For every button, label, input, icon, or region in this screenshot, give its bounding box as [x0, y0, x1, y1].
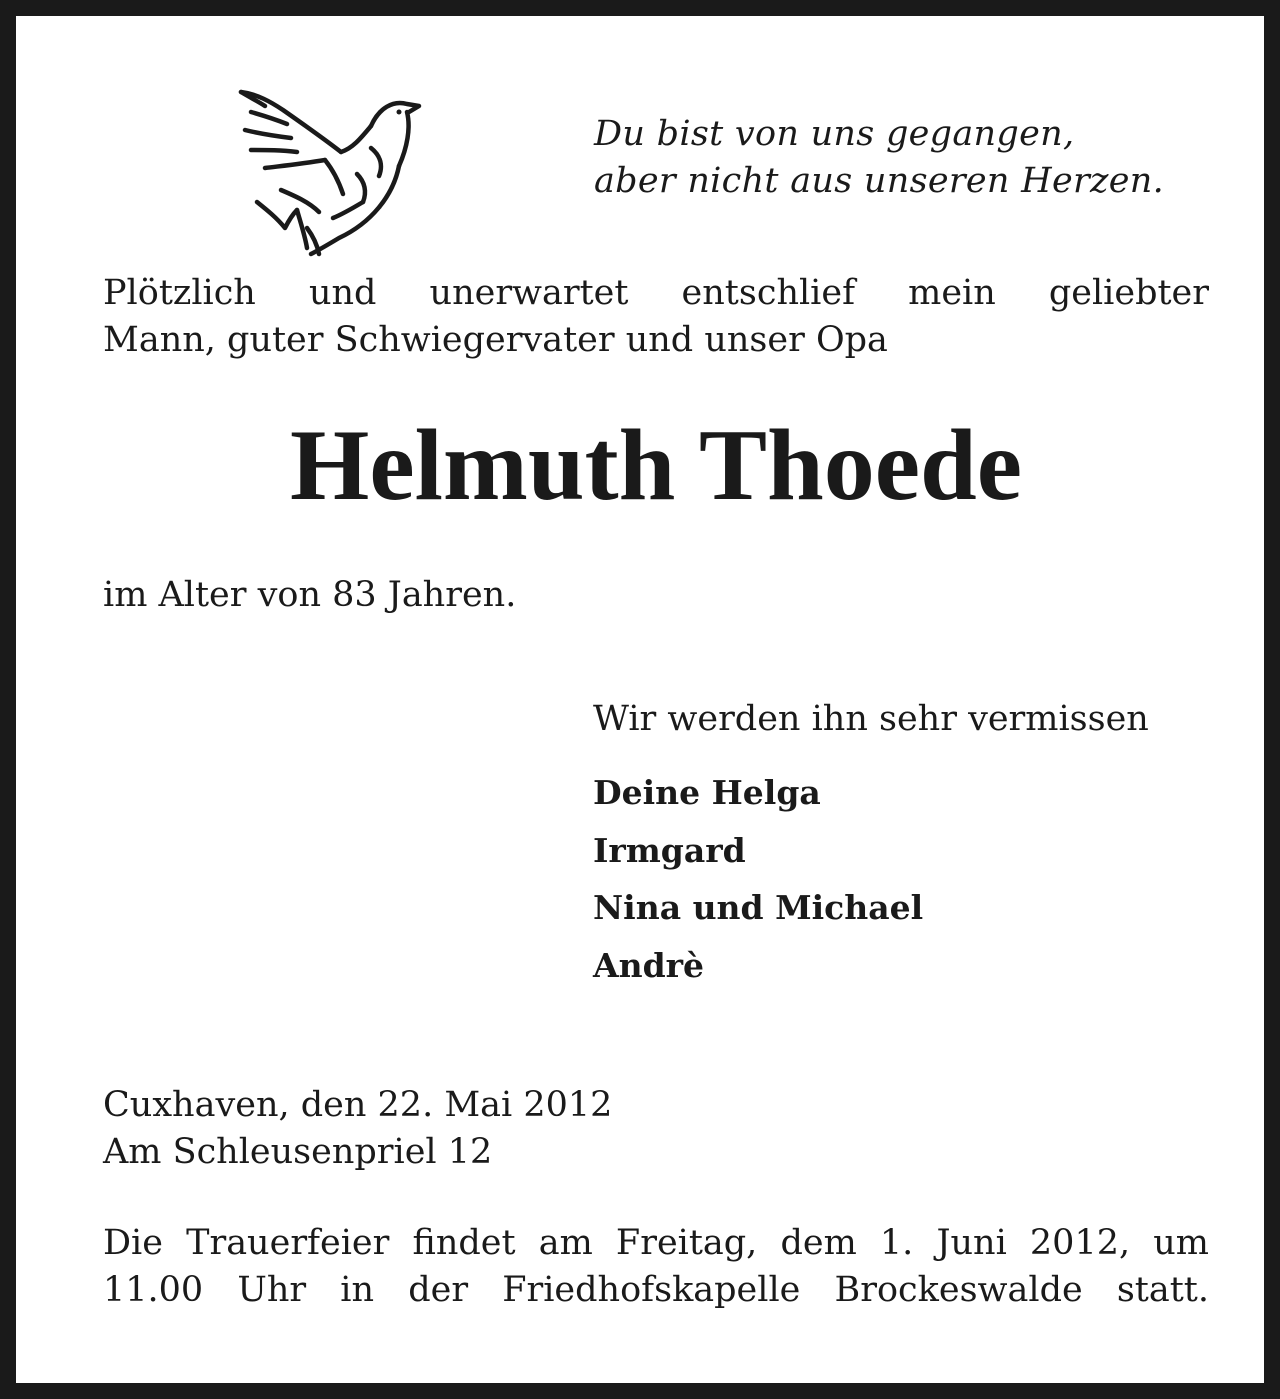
motto-line: aber nicht aus unseren Herzen. [594, 161, 1165, 201]
address: Am Schleusenpriel 12 [103, 1132, 493, 1172]
intro-line: Plötzlich und unerwartet entschlief mein geliebter [103, 273, 1209, 313]
dove-icon [221, 78, 436, 263]
mourner-name: Deine Helga [593, 773, 821, 812]
intro-text [103, 270, 1209, 364]
place-address [103, 1082, 612, 1176]
age-text: im Alter von 83 Jahren. [103, 575, 517, 615]
mourner-name: Irmgard [593, 830, 746, 870]
service-line: Die Trauerfeier findet am Freitag, dem 1. Juni 2012, um [103, 1223, 1209, 1263]
farewell-text: Wir werden ihn sehr vermissen [593, 699, 1149, 739]
intro-line: Mann, guter Schwiegervater und unser Opa [103, 320, 888, 360]
mourner-name: Nina und Michael [593, 888, 924, 927]
motto-quote [594, 111, 1234, 205]
mourners-list [593, 764, 923, 994]
motto-line: Du bist von uns gegangen, [594, 114, 1075, 154]
deceased-name: Helmuth Thoede [289, 409, 1023, 522]
service-info [103, 1220, 1209, 1314]
city-date: Cuxhaven, den 22. Mai 2012 [103, 1085, 613, 1125]
mourner-name: Andrè [593, 945, 705, 985]
service-line: 11.00 Uhr in der Friedhofskapelle Brockeswalde statt. [103, 1270, 1209, 1310]
